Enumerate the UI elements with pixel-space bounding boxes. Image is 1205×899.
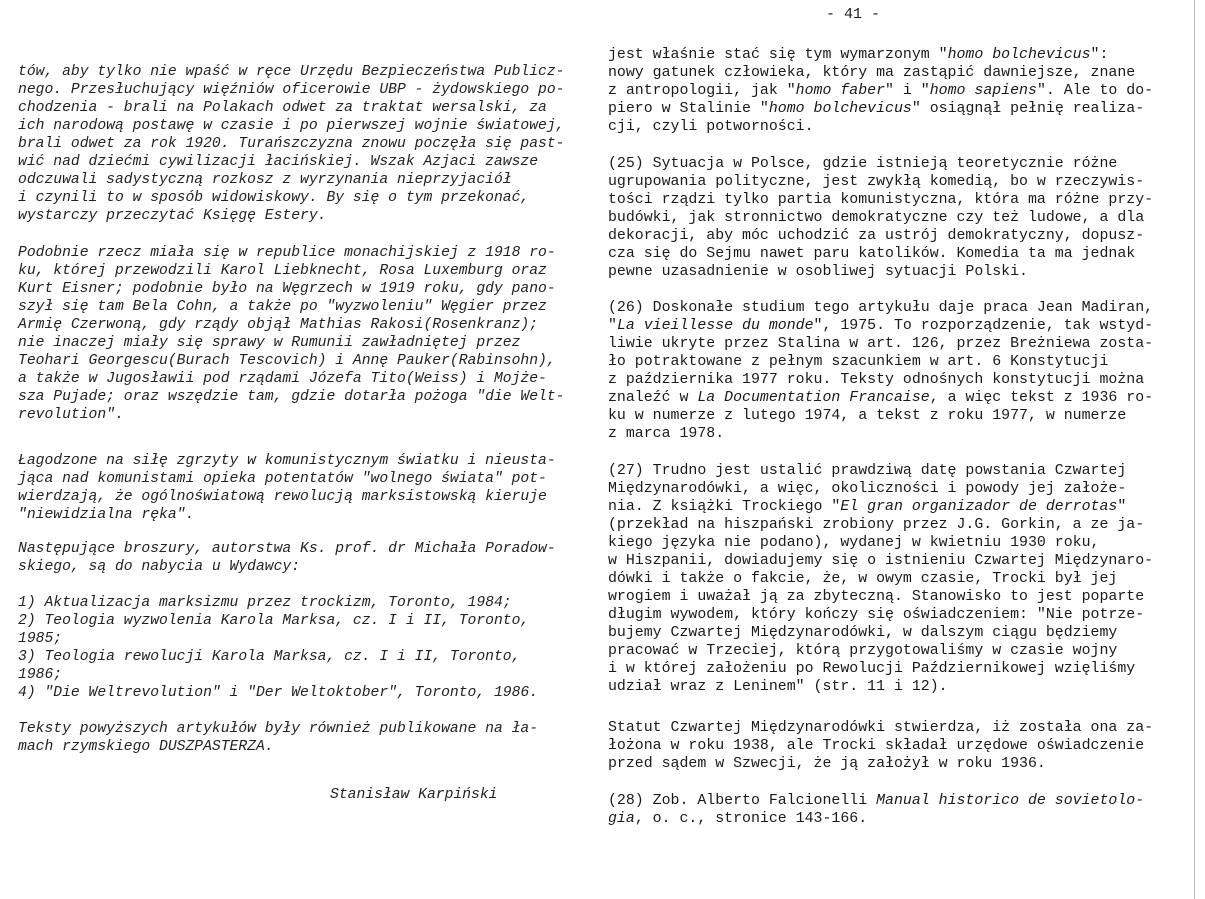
text-line: pewne uzasadnienie w osobliwej sytuacji Polski. (608, 264, 1028, 280)
emphasized-title: homo bolchevicus (768, 101, 912, 117)
left-paragraph-2 (18, 244, 564, 424)
text-line: wystarczy przeczytać Księgę Estery. (18, 208, 327, 224)
text-line: (26) Doskonałe studium tego artykułu daje praca Jean Madiran, (608, 300, 1154, 316)
text-line: odczuwali sadystyczną rozkosz z wyrzynania nieprzyjaciół (18, 172, 512, 188)
text-segment: z antropologii, jak " (608, 83, 796, 99)
text-line: Armię Czerwoną, gdy rządy objął Mathias Rakosi(Rosenkranz); (18, 317, 539, 333)
emphasized-title: homo bolchevicus (947, 47, 1091, 63)
text-line: Łagodzone na siłę zgrzyty w komunistycznym światku i nieusta- (18, 453, 556, 469)
text-segment: ". Ale to do- (1036, 83, 1154, 99)
text-line: z marca 1978. (608, 426, 725, 442)
text-line (608, 100, 1153, 118)
text-line: tości rządzi tylko partia komunistyczna, która ma różne przy- (608, 192, 1154, 208)
text-line: długim wywodem, który kończy się oświadczeniem: "Nie potrze- (608, 607, 1145, 623)
text-line: jąca nad komunistami opieka potentatów "wolnego świata" pot- (18, 471, 547, 487)
text-line (608, 82, 1153, 100)
text-segment: " i " (885, 83, 930, 99)
text-line: Międzynarodówki, a więc, okoliczności i powody jej założe- (608, 481, 1127, 497)
text-line: brali odwet za rok 1920. Turańszczyzna znowu poczęła się past- (18, 136, 565, 152)
text-line: Następujące broszury, autorstwa Ks. prof. dr Michała Poradow- (18, 541, 556, 557)
text-line: szył się tam Bela Cohn, a także po "wyzwoleniu" Węgier przez (18, 299, 547, 315)
text-segment: ", 1975. To rozporządzenie, tak wstyd- (813, 318, 1154, 334)
left-paragraph-1 (18, 63, 564, 225)
text-line: nowy gatunek człowieka, który ma zastąpić dawniejsze, znane (608, 65, 1136, 81)
text-line: pracować w Trzeciej, którą przygotowaliśmy w czasie wojny (608, 643, 1118, 659)
text-line: przed sądem w Szwecji, że ją założył w roku 1936. (608, 756, 1046, 772)
list-item: 4) "Die Weltrevolution" i "Der Weltoktober", Toronto, 1986. (18, 685, 539, 701)
text-segment: (28) Zob. Alberto Falcionelli (608, 793, 877, 809)
text-line (608, 46, 1153, 64)
text-line: budówki, jak stronnictwo demokratyczne czy też ludowe, a dla (608, 210, 1145, 226)
text-segment: " (1117, 499, 1127, 515)
text-line: chodzenia - brali na Polakach odwet za traktat wersalski, za (18, 100, 547, 116)
text-line: wrogiem i uważał ją za zbyteczną. Stanowisko to jest poparte (608, 589, 1145, 605)
text-line (608, 317, 1153, 335)
right-column (608, 0, 1178, 899)
text-line: nie inaczej miały się sprawy w Rumunii zawładniętej przez (18, 335, 521, 351)
text-segment: , o. c., stronice 143-166. (634, 811, 868, 827)
text-line: (przekład na hiszpański zrobiony przez J.G. Gorkin, a ze ja- (608, 517, 1145, 533)
emphasized-title: Manual historico de sovietolo- (876, 793, 1145, 809)
author-signature: Stanisław Karpiński (330, 787, 498, 803)
left-paragraph-4 (18, 540, 556, 576)
text-line: ku, której przewodzili Karol Liebknecht, Rosa Luxemburg oraz (18, 263, 547, 279)
text-line: wić nad dziećmi cywilizacji łacińskiej. Wszak Azjaci zawsze (18, 154, 539, 170)
text-line: mach rzymskiego DUSZPASTERZA. (18, 739, 274, 755)
list-item: 2) Teologia wyzwolenia Karola Marksa, cz. I i II, Toronto, (18, 613, 530, 629)
text-line: (27) Trudno jest ustalić prawdziwą datę powstania Czwartej (608, 463, 1127, 479)
text-line: cji, czyli potworności. (608, 119, 814, 135)
list-item: 1) Aktualizacja marksizmu przez trockizm, Toronto, 1984; (18, 595, 512, 611)
emphasized-title: El gran organizador de derrotas (840, 499, 1118, 515)
text-line: ich narodową postawę w czasie i po pierwszej wojnie światowej, (18, 118, 565, 134)
text-line: Kurt Eisner; podobnie było na Węgrzech w 1919 roku, gdy pano- (18, 281, 556, 297)
text-segment: ": (1090, 47, 1109, 63)
emphasized-title: La Documentation Francaise (697, 390, 930, 406)
text-line: dówki i także o fakcie, że, w owym czasie, Trocki był jej (608, 571, 1118, 587)
text-line (608, 810, 1144, 828)
text-line: skiego, są do nabycia u Wydawcy: (18, 559, 301, 575)
text-segment: , a więc tekst z 1936 ro- (929, 390, 1154, 406)
statute-paragraph (608, 719, 1153, 773)
text-line: łożona w roku 1938, ale Trocki składał urzędowe oświadczenie (608, 738, 1145, 754)
text-line: dekoracji, aby móc uchodzić za ustrój demokratyczny, dopusz- (608, 228, 1145, 244)
text-line: Statut Czwartej Międzynarodówki stwierdza, iż została ona za- (608, 720, 1154, 736)
text-segment: " (608, 318, 617, 334)
text-line: w Hiszpanii, dowiadujemy się o istnieniu Czwartej Międzynaro- (608, 553, 1154, 569)
text-segment: jest właśnie stać się tym wymarzonym " (608, 47, 948, 63)
text-line: Teohari Georgescu(Burach Tescovich) i Annę Pauker(Rabinsohn), (18, 353, 556, 369)
left-column (18, 0, 588, 899)
text-segment: " osiągnął pełnię realiza- (911, 101, 1145, 117)
footnote-28 (608, 792, 1144, 828)
emphasized-title: gia (608, 811, 635, 827)
text-line: a także w Jugosławii pod rządami Józefa Tito(Weiss) i Mojże- (18, 371, 547, 387)
left-paragraph-5 (18, 720, 538, 756)
text-line: cza się do Sejmu nawet paru katolików. Komedia ta ma jednak (608, 246, 1136, 262)
left-paragraph-3 (18, 452, 556, 524)
text-segment: nia. Z książki Trockiego " (608, 499, 841, 515)
footnote-26 (608, 299, 1153, 443)
emphasized-title: La vieillesse du monde (616, 318, 814, 334)
footnote-25 (608, 155, 1153, 281)
text-line: (25) Sytuacja w Polsce, gdzie istnieją teoretycznie różne (608, 156, 1118, 172)
emphasized-title: homo faber (795, 83, 886, 99)
page-number: - 41 - (826, 6, 881, 23)
text-line: udział wraz z Leninem" (str. 11 i 12). (608, 679, 948, 695)
text-line: wierdzają, że ogólnoświatową rewolucją marksistowską kieruje (18, 489, 547, 505)
text-line (608, 389, 1153, 407)
text-line: i w której założeniu po Rewolucji Październikowej wzięliśmy (608, 661, 1136, 677)
right-paragraph-1 (608, 46, 1153, 136)
emphasized-title: homo sapiens (929, 83, 1037, 99)
publications-list (18, 594, 538, 702)
text-line: z października 1977 roku. Teksty odnośnych konstytucji można (608, 372, 1145, 388)
text-line: Teksty powyższych artykułów były również publikowane na ła- (18, 721, 539, 737)
page-edge-line (1194, 0, 1195, 899)
text-line: sza Pujade; oraz wszędzie tam, gdzie dotarła pożoga "die Welt- (18, 389, 565, 405)
list-item: 3) Teologia rewolucji Karola Marksa, cz. I i II, Toronto, (18, 649, 521, 665)
text-line: ku w numerze z lutego 1974, a tekst z roku 1977, w numerze (608, 408, 1127, 424)
list-item: 1985; (18, 631, 63, 647)
list-item: 1986; (18, 667, 63, 683)
text-line: nego. Przesłuchujący więźniów oficerowie UBP - żydowskiego po- (18, 82, 565, 98)
text-line (608, 792, 1144, 810)
footnote-27 (608, 462, 1153, 696)
text-line: Podobnie rzecz miała się w republice monachijskiej z 1918 ro- (18, 245, 556, 261)
text-line: ło potraktowane z pełnym szacunkiem w art. 6 Konstytucji (608, 354, 1109, 370)
text-line: "niewidzialna ręka". (18, 507, 195, 523)
text-line: bujemy Czwartej Międzynarodówki, w dalszym ciągu będziemy (608, 625, 1118, 641)
text-segment: znaleźć w (608, 390, 698, 406)
text-segment: piero w Stalinie " (608, 101, 769, 117)
text-line (608, 498, 1153, 516)
text-line: tów, aby tylko nie wpaść w ręce Urzędu Bezpieczeństwa Publicz- (18, 64, 565, 80)
text-line: liwie ukryte przez Stalina w art. 126, przez Breżniewa zosta- (608, 336, 1154, 352)
text-line: revolution". (18, 407, 124, 423)
text-line: kiego języka nie podano), wydanej w kwietniu 1930 roku, (608, 535, 1100, 551)
text-line: i czynili to w sposób widowiskowy. By się o tym przekonać, (18, 190, 530, 206)
text-line: ugrupowania polityczne, jest zwykłą komedią, bo w rzeczywis- (608, 174, 1145, 190)
